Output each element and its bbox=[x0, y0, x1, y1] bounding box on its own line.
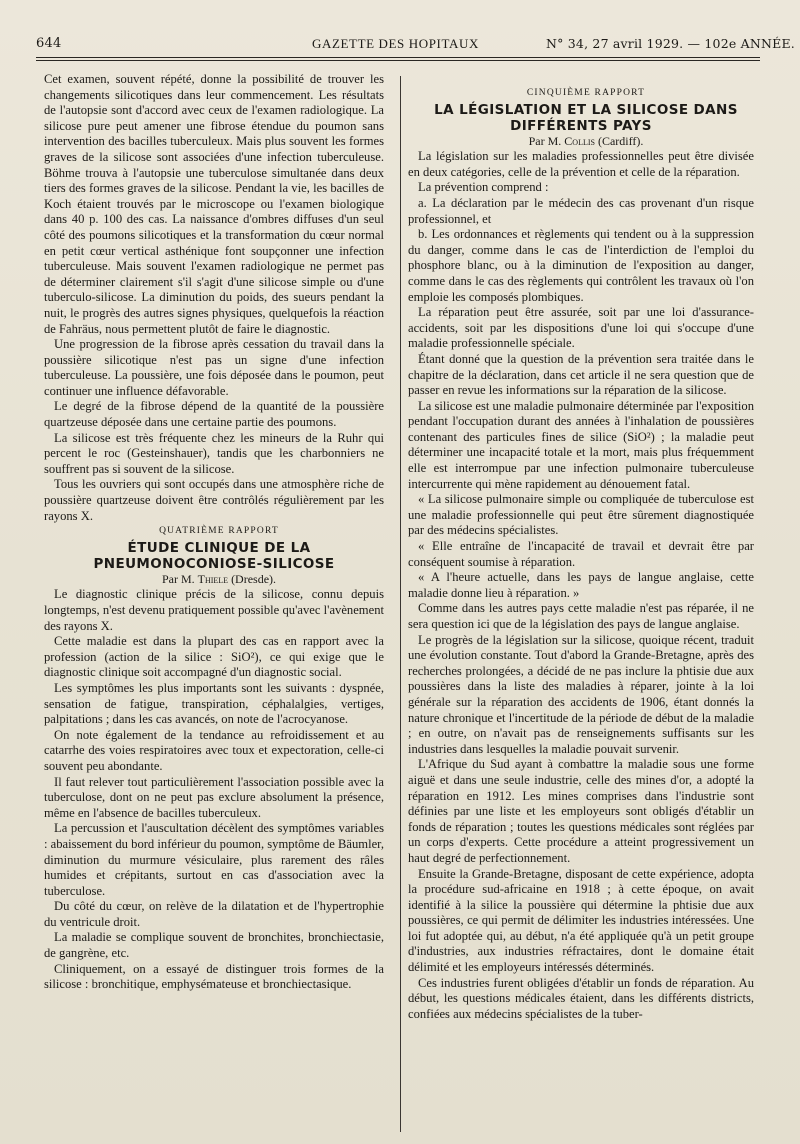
paragraph: L'Afrique du Sud ayant à combattre la maladie sous une forme aiguë et dans une seule industrie, celle des mines d'or, a adopté la réparation en 1912. Les mines comprises dans l'industrie sont définies par une liste et les employeurs sont obligés d'établir un fonds de réparation ; toutes les questions médicales sont réglées par un corps d'experts. Cette procédure a atteint progressivement un haut degré de perfectionnement. bbox=[408, 757, 754, 865]
paragraph: Cliniquement, on a essayé de distinguer trois formes de la silicose : bronchitique, emphysémateuse et bronchiectasique. bbox=[44, 961, 384, 992]
paragraph: Étant donné que la question de la prévention sera traitée dans le chapitre de la déclaration, dans cet article il ne sera question que de passer en revue les informations sur la réparation de la silicose. bbox=[408, 351, 754, 398]
paragraph: « A l'heure actuelle, dans les pays de langue anglaise, cette maladie donne lieu à réparation. » bbox=[408, 570, 754, 600]
author-line bbox=[44, 572, 384, 588]
paragraph: La prévention comprend : bbox=[418, 180, 549, 195]
paragraph: Ces industries furent obligées d'établir un fonds de réparation. Au début, les questions médicales étaient, dans les différents districts, confiées aux médecins spécialistes de la tuber- bbox=[408, 975, 754, 1021]
section-label: QUATRIÈME RAPPORT bbox=[159, 526, 279, 537]
paragraph: La silicose est très fréquente chez les mineurs de la Ruhr qui percent le roc (Gesteinshauer), tandis que les charbonniers ne souffrent pas si souvent de la silicose. bbox=[44, 430, 384, 476]
paragraph: a. La déclaration par le médecin des cas provenant d'un risque professionnel, et bbox=[408, 195, 754, 226]
author-name: Thiele bbox=[197, 571, 229, 586]
paragraph: Cet examen, souvent répété, donne la possibilité de trouver les changements silicotiques dans leur commencement. Les résultats de l'autopsie sont d'accord avec ceux de l'examen radiologique. La silicose pure peut amener une fibrose étendue du poumon sans intervention des bacilles tuberculeux. Mais plus souvent les formes graves de la silicose sont associées d'une infection tuberculeuse. Böhme trouva à l'autopsie une tuberculose simultanée dans deux tiers des formes graves de la silicose. Pendant la vie, les bacilles de Koch étaient trouvés par le microscope ou l'examen biologique dans 40 p. 100 des cas. La naissance d'ombres diffuses d'un seul côté des poumons silicotiques et la transformation du cœur normal en petit cœur vertical asthénique font soupçonner une infection tuberculeuse. Mais souvent l'examen radiologique ne permet pas de déterminer clairement s'il s'agit d'une silicose simple ou d'une tuberculo-silicose. La diminution du poids, des sueurs pendant la nuit, le progrès des autres signes physiques, quelquefois la réaction de Fahräus, nous permettent plutôt de faire le diagnostic. bbox=[44, 72, 384, 336]
right-column bbox=[408, 86, 754, 1022]
column-divider bbox=[400, 76, 401, 1132]
paragraph: La maladie se complique souvent de bronchites, bronchiectasie, de gangrène, etc. bbox=[44, 930, 384, 961]
paragraph: La silicose est une maladie pulmonaire déterminée par l'exposition pendant l'occupation durant des années à l'inhalation de poussières contenant des particules fines de silice (SiO²) ; la maladie peut déterminer une incapacité totale et la mort, mais plus fréquemment elle est interrompue par une infection pulmonaire tuberculeuse intercurrente qui mène rapidement au dénouement fatal. bbox=[408, 398, 754, 491]
page-number: 644 bbox=[36, 36, 62, 51]
paragraph: « Elle entraîne de l'incapacité de travail et devrait être par conséquent soumise à réparation. bbox=[408, 539, 754, 569]
author-place: (Dresde). bbox=[231, 571, 277, 586]
left-column bbox=[44, 72, 384, 993]
paragraph: La percussion et l'auscultation décèlent des symptômes variables : abaissement du bord inférieur du poumon, symptôme de Bäumler, diminution du murmure vésiculaire, plus rarement des râles humides et crépitants, surtout en cas d'association avec la tuberculose. bbox=[44, 821, 384, 898]
paragraph: « La silicose pulmonaire simple ou compliquée de tuberculose est une maladie professionnelle qui peut être sûrement diagnostiquée par des médecins spécialistes. bbox=[408, 492, 754, 538]
section-title: LA LÉGISLATION ET LA SILICOSE DANS DIFFÉRENTS PAYS bbox=[434, 101, 738, 134]
paragraph: Cette maladie est dans la plupart des cas en rapport avec la profession (action de la silice : SiO²), ce qui exige que le diagnostic clinique soit accompagné d'un diagnostic social. bbox=[44, 634, 384, 680]
paragraph: Les symptômes les plus importants sont les suivants : dyspnée, sensation de fatigue, transpiration, céphalalgies, vertiges, palpitations ; dans les cas avancés, on note de l'acrocyanose. bbox=[44, 680, 384, 727]
author-prefix: Par M. bbox=[528, 133, 562, 148]
section-title: ÉTUDE CLINIQUE DE LA PNEUMONOCONIOSE-SILICOSE bbox=[93, 539, 335, 572]
paragraph: Ensuite la Grande-Bretagne, disposant de cette expérience, adopta la procédure sud-africaine en 1918 ; à cette époque, on avait identifié à la silice la poussière qui détermine la phtisie due aux poussières, ce qui permit de délimiter les industries intéressées. Une loi fut adoptée qui, au début, n'a été appliquée qu'à un petit groupe d'industries, aux industries réfractaires, dont le domaine était délimité et les employeurs intéressés déterminés. bbox=[408, 866, 754, 975]
paragraph: Une progression de la fibrose après cessation du travail dans la poussière silicotique n'est pas un signe d'une infection tuberculeuse. La poussière, une fois déposée dans le poumon, peut continuer une influence défavorable. bbox=[44, 337, 384, 398]
header-rule bbox=[36, 57, 760, 58]
paragraph: Le degré de la fibrose dépend de la quantité de la poussière quartzeuse déposée dans une certaine partie des poumons. bbox=[44, 399, 384, 430]
paragraph: Le diagnostic clinique précis de la silicose, connu depuis longtemps, n'est devenu pratiquement possible qu'avec l'avènement des rayons X. bbox=[44, 587, 384, 633]
author-prefix: Par M. bbox=[161, 571, 195, 586]
page-header bbox=[0, 36, 800, 58]
paragraph: Du côté du cœur, on relève de la dilatation et de l'hypertrophie du ventricule droit. bbox=[44, 899, 384, 929]
paragraph: Comme dans les autres pays cette maladie n'est pas réparée, il ne sera question ici que de la législation des pays de langue anglaise. bbox=[408, 601, 754, 631]
paragraph: Le progrès de la législation sur la silicose, quoique récent, traduit une évolution constante. Tout d'abord la Grande-Bretagne, après des recherches prolongées, a décidé de ne pas inclure la phtisie due aux poussières dans la liste des maladies à réparer, jointe à la loi générale sur la réparation des accidents de 1906, étant donnés la nature chronique et l'incertitude de la période de début de la maladie ; en outre, on n'avait pas de renseignements suffisants sur les industries dans lesquelles la maladie pouvait survenir. bbox=[408, 632, 754, 756]
author-place: (Cardiff). bbox=[597, 133, 644, 148]
journal-title: GAZETTE DES HOPITAUX bbox=[312, 36, 479, 51]
paragraph: b. Les ordonnances et règlements qui tendent ou à la suppression du danger, comme dans le cas de l'interdiction de l'emploi du phosphore blanc, ou à la diminution de l'exposition au danger, comme dans le cas des règlements qui contrôlent les travaux où l'on emploie les composés plombiques. bbox=[408, 227, 754, 304]
paragraph: La législation sur les maladies professionnelles peut être divisée en deux catégories, celle de la prévention et celle de la réparation. bbox=[408, 149, 754, 179]
issue-info: N° 34, 27 avril 1929. — 102e ANNÉE. bbox=[546, 36, 795, 51]
paragraph: On note également de la tendance au refroidissement et au catarrhe des voies respiratoires avec toux et expectoration, celle-ci souvent peu abondante. bbox=[44, 727, 384, 773]
paragraph: Il faut relever tout particulièrement l'association possible avec la tuberculose, dont on ne peut pas exclure absolument la présence, même en l'absence de bacilles tuberculeux. bbox=[44, 774, 384, 820]
author-name: Collis bbox=[564, 133, 595, 148]
section-label: CINQUIÈME RAPPORT bbox=[526, 88, 646, 98]
author-line bbox=[408, 134, 754, 150]
paragraph: Tous les ouvriers qui sont occupés dans une atmosphère riche de poussière quartzeuse doivent être contrôlés régulièrement par les rayons X. bbox=[44, 477, 384, 523]
paragraph: La réparation peut être assurée, soit par une loi d'assurance-accidents, soit par les dispositions d'une loi qui s'occupe d'une maladie professionnelle spéciale. bbox=[408, 305, 754, 351]
header-rule-double bbox=[36, 60, 760, 61]
